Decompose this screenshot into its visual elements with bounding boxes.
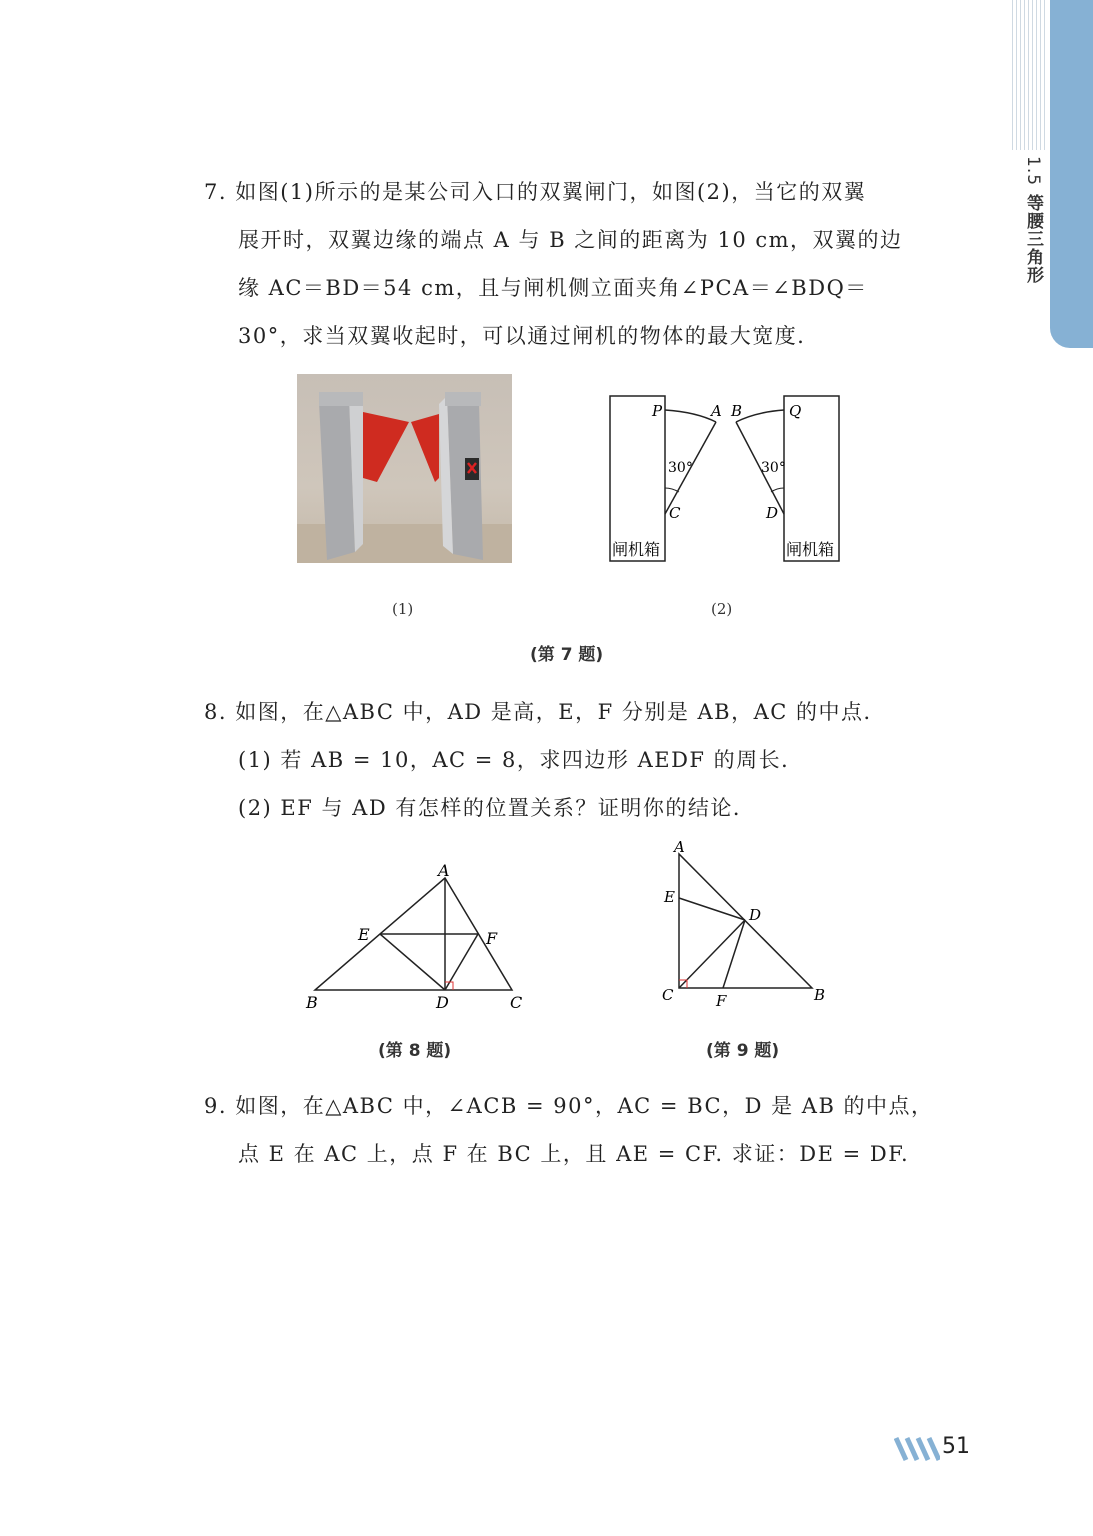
- problem-7-line-4: 30°，求当双翼收起时，可以通过闸机的物体的最大宽度．: [238, 324, 820, 348]
- box-left-label: 闸机箱: [612, 540, 661, 559]
- page-number-decoration: [894, 1436, 940, 1462]
- fig8-label-e: E: [358, 925, 370, 944]
- figure-7-diagram: [606, 392, 846, 564]
- figure-8-caption: (第 8 题): [378, 1041, 452, 1061]
- problem-7-line-2: 展开时，双翼边缘的端点 A 与 B 之间的距离为 10 cm，双翼的边: [238, 228, 903, 252]
- section-title: 等腰三角形: [1023, 194, 1043, 285]
- box-right-label: 闸机箱: [786, 540, 835, 559]
- problem-7-line-1: 7. 如图(1)所示的是某公司入口的双翼闸门，如图(2)，当它的双翼: [204, 180, 867, 204]
- label-c: C: [669, 504, 681, 522]
- figure-9-caption: (第 9 题): [706, 1041, 780, 1061]
- chapter-tab: [1050, 0, 1093, 348]
- label-a: A: [711, 402, 722, 420]
- fig8-label-f: F: [486, 929, 498, 948]
- label-b: B: [731, 402, 743, 420]
- fig8-label-d: D: [436, 993, 449, 1012]
- figure-8-diagram: [300, 858, 540, 1018]
- problem-9-line-2: 点 E 在 AC 上，点 F 在 BC 上，且 AE = CF. 求证：DE = DF.: [238, 1142, 910, 1166]
- figure-9-diagram: [656, 836, 836, 1011]
- label-d: D: [766, 504, 779, 522]
- label-p: P: [652, 402, 663, 420]
- side-decoration: [1012, 0, 1048, 150]
- fig9-label-b: B: [814, 986, 826, 1004]
- section-number: 1.5: [1023, 156, 1043, 187]
- fig9-label-a: A: [674, 838, 685, 856]
- fig9-label-c: C: [662, 986, 674, 1004]
- fig9-label-e: E: [664, 888, 675, 906]
- problem-8-line-1: 8. 如图，在△ABC 中，AD 是高，E，F 分别是 AB，AC 的中点．: [204, 700, 887, 724]
- fig9-label-f: F: [716, 992, 727, 1010]
- figure-7-sub-2: (2): [711, 600, 733, 618]
- figure-7-sub-1: (1): [392, 600, 414, 618]
- fig9-label-d: D: [749, 906, 762, 924]
- angle-right: 30°: [761, 460, 786, 476]
- section-label: [1016, 156, 1046, 284]
- angle-left: 30°: [668, 460, 693, 476]
- problem-8-line-2: (1) 若 AB = 10，AC = 8，求四边形 AEDF 的周长．: [238, 748, 804, 772]
- problem-8-line-3: (2) EF 与 AD 有怎样的位置关系？证明你的结论．: [238, 796, 756, 820]
- fig8-label-a: A: [438, 861, 450, 880]
- problem-7-line-3: 缘 AC＝BD＝54 cm，且与闸机侧立面夹角∠PCA＝∠BDQ＝: [238, 276, 868, 300]
- page-number: 51: [942, 1434, 970, 1459]
- turnstile-photo: [297, 374, 512, 563]
- fig8-label-b: B: [306, 993, 318, 1012]
- problem-9-line-1: 9. 如图，在△ABC 中，∠ACB = 90°，AC = BC，D 是 AB 的中点，: [204, 1094, 934, 1118]
- figure-7-caption: (第 7 题): [530, 645, 604, 665]
- label-q: Q: [789, 402, 802, 420]
- fig8-label-c: C: [510, 993, 523, 1012]
